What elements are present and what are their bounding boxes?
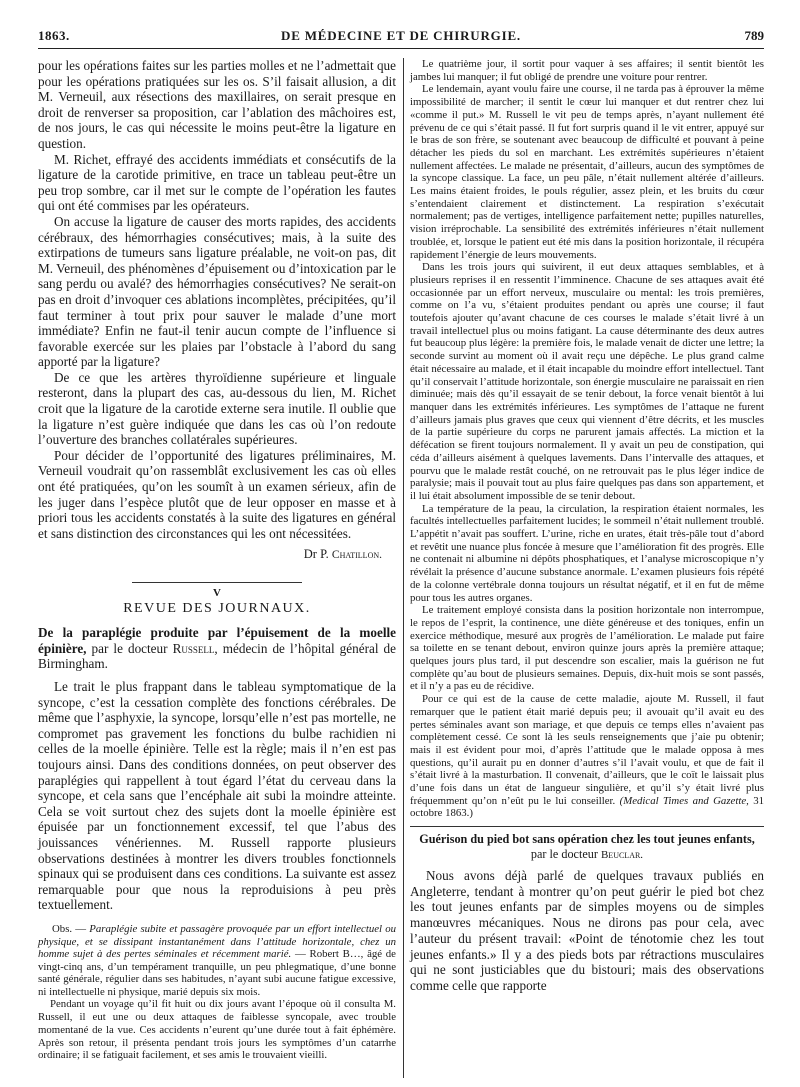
left-column <box>38 58 396 1062</box>
source-date: 31 octobre 1863.) <box>410 794 765 820</box>
paragraph: Nous avons déjà parlé de quelques travaux publiés en Angleterre, tendant à montrer qu’on peut guérir le pied bot chez les tout jeunes enfants par de simples moyens ou de simples manœuvres mécaniques. Nous ne dirons pas pour cela, avec l’auteur du présent travail: «Point de ténotomie chez les tout jeunes enfants.» Il y a des pieds bots par rétractions musculaires qui ne sont justiciables que du bistouri; mais des observations comme celle que rapporte <box>410 868 764 993</box>
paragraph: M. Richet, effrayé des accidents immédiats et consécutifs de la ligature de la carotide primitive, en trace un tableau peut-être un peu trop sombre, car il met sur le compte de l’opération les fautes qui ont été commises par les opérateurs. <box>38 151 396 214</box>
article-title-bold: De la paraplégie produite par l’épuisement de la moelle épinière, <box>38 625 396 656</box>
header-year: 1863. <box>38 28 70 43</box>
right-column <box>410 58 764 994</box>
paragraph: Le trait le plus frappant dans le tableau symptomatique de la syncope, c’est la cessation complète des fonctions cérébrales. De même que l’asphyxie, la syncope, lorsqu’elle n’est pas mortelle, ne compromet pas gravement les fonctions du bulbe rachidien ni celles de la moelle épinière. Telle est la règle; mais il n’en est pas toujours ainsi. Dans des conditions données, on peut observer des paraplégies qui rappellent à tout égard l’état du cerveau dans la syncope, et cela sans que l’encéphale ait subi la moindre atteinte. Cela se voit surtout chez des sujets dont la moelle épinière est épuisée par un fonctionnement excessif, tel que l’abus des jouissances vénériennes. M. Russell rapporte plusieurs observations destinées à montrer les divers troubles fonctionnels spinaux qui se produisent dans ces conditions. La suivante est assez remarquable pour que nous la reproduisions à peu près textuellement. <box>38 679 396 913</box>
column-divider <box>403 58 404 1078</box>
observation-title: Paraplégie subite et passagère provoquée par un effort intellectuel ou physique, et se dissipant instantanément dans l’attitude horizontale, chez un homme sujet à des pertes séminales et récemment marié. <box>38 922 397 961</box>
article-title-by: par le docteur <box>530 846 601 861</box>
article-title <box>410 826 764 862</box>
paragraph <box>410 693 764 820</box>
paragraph: Dans les trois jours qui suivirent, il eut deux attaques semblables, et à plusieurs reprises il en ressentit l’imminence. Chacune de ses attaques avait été occasionnée par un effort nerveux, musculaire ou mental: les trois premières, comme on l’a vu, s’étaient produites pendant ou après une course; il faut toutefois ajouter qu’avant chacune de ces courses le malade s’était livré à un travail intellectuel plus ou moins fatigant. La cause déterminante des deux autres fut beaucoup plus légère: la première fois, le malade venait de dicter une lettre; la seconde survint au moment où il avait reçu une dépêche. Le plus grand calme était nécessaire au malade, et il était incapable du moindre effort intellectuel. Tant qu’il conservait l’attitude horizontale, son énergie musculaire ne paraissait en rien diminuée; mais dès qu’il essayait de se tenir debout, la force venait bientôt à lui manquer dans les extrémités inférieures. Les symptômes de l’attaque ne furent d’ailleurs jamais plus graves que ceux qui viennent d’être décrits, et les muscles de la partie supérieure du corps ne parurent jamais affectés. La miction et la défécation se firent toujours normalement. Il y avait un peu de constipation, qui céda d’ailleurs aisément à quelques lavements. Dans l’intervalle des attaques, et pourvu que le malade restât couché, on ne retrouvait pas le plus léger indice de paralysie; mais il pouvait tout au plus faire quelques pas dans son appartement, et il lui était absolument impossible de se tenir debout. <box>410 261 764 502</box>
header-title: DE MÉDECINE ET DE CHIRURGIE. <box>281 28 521 43</box>
observation-text: — Robert B…, âgé de vingt-cinq ans, d’un tempérament tranquille, un peu phlegmatique, d’une bonne santé générale, régulier dans ses habitudes, n’ayant subi aucune fatigue excessive, ni intellectuelle ni physique, marié depuis six mois. <box>38 948 396 998</box>
author-signature <box>38 547 396 562</box>
source-journal: (Medical Times and Gazette, <box>619 794 749 807</box>
observation-label: Obs. — <box>52 922 87 935</box>
article-author: Beuclar. <box>600 848 644 861</box>
paragraph-text: Pour ce qui est de la cause de cette maladie, ajoute M. Russell, il faut remarquer que le patient était marié depuis peu; il avouait qu’il avait eu des pertes séminales avant son mariage, et que depuis ce temps elles n’avaient pas complètement cessé. Ce sont là les seuls renseignements que j’aie pu obtenir; mais il est évident pour moi, d’après l’attitude que le malade opposa à mes questions, qu’il aurait pu en donner d’autres s’il l’avait voulu, et que de fait il s’était livré à la masturbation. Il convenait, d’ailleurs, que le coït le laissait plus d’une fois dans un état de langueur singulière, et qu’il s’y était livré plus fréquemment qu’on n’eût pu le lui conseiller. <box>410 693 764 807</box>
paragraph: La température de la peau, la circulation, la respiration étaient normales, les facultés intellectuelles parfaitement lucides; le sommeil n’était nullement troublé. L’appétit n’avait pas souffert. L’urine, riche en urates, était très-pâle tout d’abord et revêtit une nuance plus foncée à mesure que l’amélioration fit des progrès. Elle ne contenait ni albumine ni dépôts phosphatiques, et l’analyse microscopique n’y révélait la présence d’aucune substance anormale. L’examen plusieurs fois répété de la colonne vertébrale donna toujours un résultat négatif, et il en fut de même pour tous les autres organes. <box>410 502 764 604</box>
article-title-rest: , médecin de l’hôpital général de Birmingham. <box>38 640 396 671</box>
article-title-by: par le docteur <box>86 640 173 656</box>
observation <box>38 923 396 999</box>
section-number: V <box>213 587 221 600</box>
paragraph: De ce que les artères thyroïdienne supérieure et linguale resteront, dans la plupart des cas, au-dessous du lien, M. Richet croit que la ligature de la carotide externe sera inutile. Il oublie que la ligature n’est guère indiquée que dans les cas où l’on redoute l’ouverture des branches collatérales supérieures. <box>38 369 396 448</box>
paragraph: Le traitement employé consista dans la position horizontale non interrompue, le repos de l’esprit, la continence, une diète généreuse et des toniques, enfin un exercice méthodique, mesuré aux progrès de l’amélioration. Le malade put faire sa toilette en se tenant debout, environ quinze jours après la première attaque; quelques jours plus tard, il put descendre son escalier, mais la guérison ne fut complète qu’au bout de plusieurs semaines. Depuis, dix-huit mois se sont passés, et il n’y a pas eu de récidive. <box>410 604 764 693</box>
paragraph: Pour décider de l’opportunité des ligatures préliminaires, M. Verneuil voudrait qu’on rassemblât exclusivement les cas où elles ont été pratiquées, qu’on les soumît à un examen sérieux, afin de les juger dans l’espèce plutôt que de leur opposer en masse et à priori tous les accidents constatés à la suite des ligatures en général et sans distinction des circonstances qui les ont nécessitées. <box>38 447 396 541</box>
page-header <box>38 26 764 49</box>
paragraph: pour les opérations faites sur les parties molles et ne l’admettait que pour les opérations pratiquées sur les os. S’il faisait allusion, a dit M. Verneuil, aux résections des maxillaires, on serait presque en droit de renverser sa proposition, car l’ablation des mâchoires est, de nos jours, le cas qui nécessite le moins peut-être la ligature en question. <box>38 58 396 151</box>
paragraph: Le quatrième jour, il sortit pour vaquer à ses affaires; il sentit bientôt les jambes lui manquer; il fut obligé de prendre une voiture pour rentrer. <box>410 58 764 83</box>
article-title-bold: Guérison du pied bot sans opération chez les tout jeunes enfants, <box>419 832 755 847</box>
signature-prefix: Dr P. <box>303 547 329 562</box>
article-author: Russell <box>172 640 215 656</box>
page-number: 789 <box>744 28 764 43</box>
section-rule <box>132 582 302 583</box>
article-title <box>38 625 396 671</box>
paragraph: On accuse la ligature de causer des morts rapides, des accidents cérébraux, des hémorrhagies consécutives; mais, à la suite des extirpations de tumeurs sans ligature préalable, ne voit-on pas, dit M. Verneuil, des phénomènes d’épuisement ou d’intoxication par le sang perdu ou avalé? des hémorrhagies consécutives? Ne serait-on pas en droit d’invoquer ces ablations incomplètes, précipitées, qu’il faut terminer à tout prix pour sauver le malade d’une mort immédiate? Enfin ne faut-il tenir aucun compte de l’influence si favorable exercée sur les plaies par l’obstacle à l’abord du sang apporté par la ligature? <box>38 213 396 370</box>
signature-name: Chatillon. <box>331 549 382 562</box>
paragraph: Le lendemain, ayant voulu faire une course, il ne tarda pas à éprouver la même impossibilité de marcher; il sentit le cœur lui manquer et dut rentrer chez lui «comme il put.» M. Russell le vit peu de temps après, n’ayant nullement été prévenu de ce qui s’était passé. Il fut fort surpris quand il le vit entrer, appuyé sur le bras de son frère, se soutenant avec beaucoup de difficulté et pouvant à peine détacher les pieds du sol en marchant. Les extrémités supérieures n’étaient nullement affectées. Le malade ne présentait, d’ailleurs, aucun des symptômes de la syncope classique. La face, un peu pâle, n’était nullement altérée d’ailleurs. Les mains étaient froides, le pouls régulier, assez plein, et les bruits du cœur s’entendaient clairement et distinctement. La respiration s’exécutait normalement; pas de vertiges, intelligence parfaitement nette; pupilles naturelles, vision irréprochable. La sensibilité des extrémités inférieures n’était nullement troublée, et, lorsque le patient eut été mis dans la position horizontale, il récupéra rapidement l’énergie de leurs mouvements. <box>410 83 764 261</box>
paragraph: Pendant un voyage qu’il fit huit ou dix jours avant l’époque où il consulta M. Russell, il eut une ou deux attaques de faiblesse syncopale, avec trouble momentané de la vue. Ces accidents n’eurent qu’une durée tout à fait éphémère. Après son retour, il présenta pendant trois jours les symptômes d’un catarrhe ordinaire; il se fatiguait facilement, et ses amis le trouvaient vieilli. <box>38 998 396 1062</box>
section-title: REVUE DES JOURNAUX. <box>123 601 311 617</box>
